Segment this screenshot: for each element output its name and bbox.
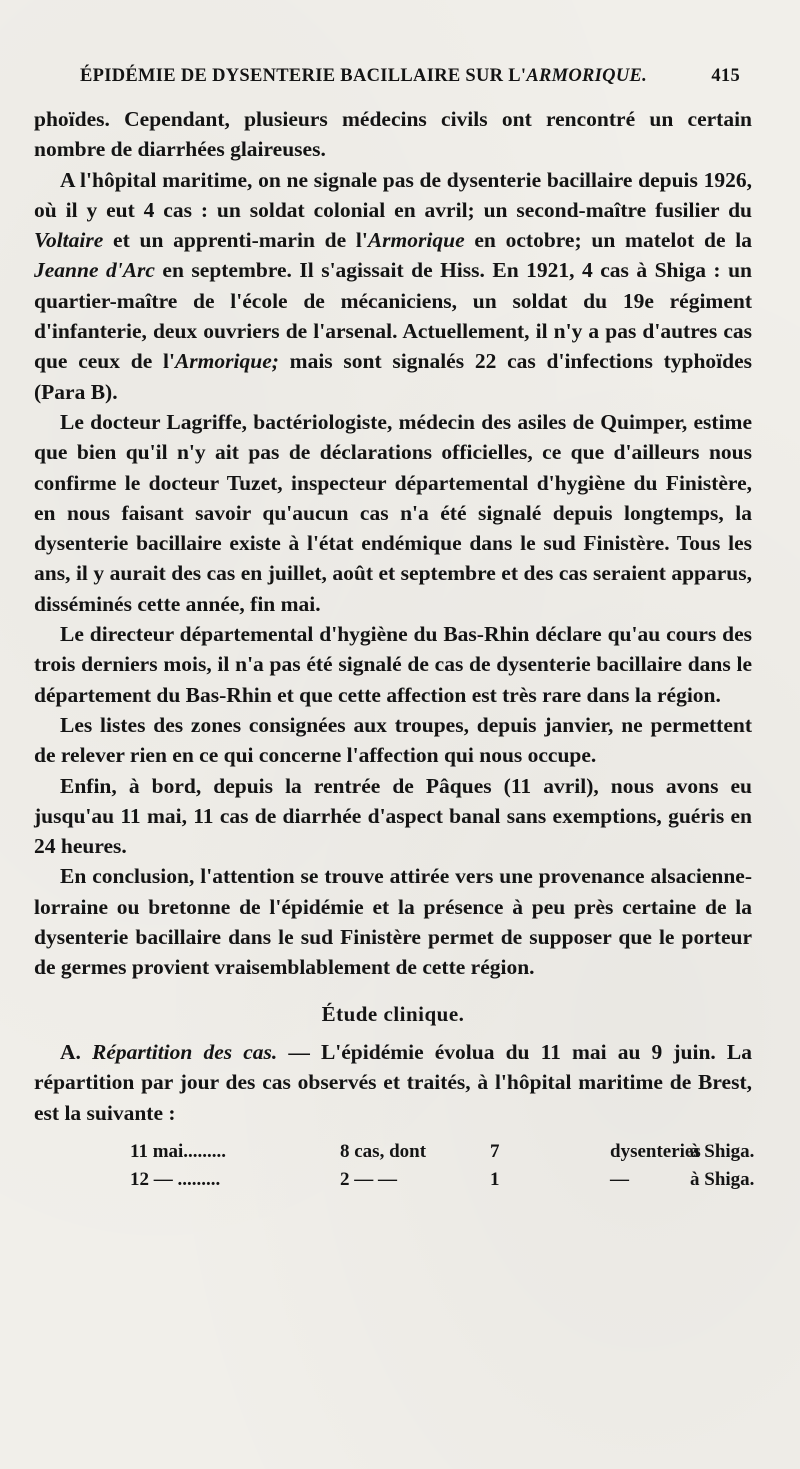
table-row	[34, 1166, 755, 1194]
table-cell-date: 11 mai.........	[130, 1140, 227, 1162]
paragraph-5: Les listes des zones consignées aux troupes, depuis janvier, ne permettent de relever rien en ce qui concerne l'affection qui nous occupe.	[34, 712, 752, 768]
table-cell-cases: 8 cas, dont	[340, 1140, 427, 1162]
running-header	[80, 66, 740, 87]
paragraph-2: A l'hôpital maritime, on ne signale pas de dysenterie bacillaire depuis 1926, où il y eut 4 cas : un soldat colonial en avril; un second-maître fusilier du Voltaire et un apprenti-marin de l'Armorique en octobre; un matelot de la Jeanne d'Arc en septembre. Il s'agissait de Hiss. En 1921, 4 cas à Shiga : un quartier-maître de l'école de mécaniciens, un soldat du 19e régiment d'infanterie, deux ouvriers de l'arsenal. Actuellement, il n'y a pas d'autres cas que ceux de l'Armorique; mais sont signalés 22 cas d'infections typhoïdes (Para B).	[34, 167, 752, 404]
table-cell-type: —	[610, 1168, 629, 1190]
subsection-paragraph: A. Répartition des cas. — L'épidémie évolua du 11 mai au 9 juin. La répartition par jour des cas observés et traités, à l'hôpital maritime de Brest, est la suivante :	[34, 1039, 752, 1125]
table-row	[34, 1138, 755, 1166]
table-cell-agent: à Shiga.	[690, 1140, 755, 1162]
table-cell-count: 7	[490, 1140, 500, 1162]
header-title: ÉPIDÉMIE DE DYSENTERIE BACILLAIRE SUR L'ARMORIQUE.	[80, 66, 648, 86]
main-text	[34, 104, 755, 1194]
table-cell-type: dysenteries	[610, 1140, 701, 1162]
table-cell-count: 1	[490, 1168, 500, 1190]
paragraph-4: Le directeur départemental d'hygiène du Bas-Rhin déclare qu'au cours des trois derniers mois, il n'a pas été signalé de cas de dysenterie bacillaire dans le département du Bas-Rhin et que cette affection est très rare dans la région.	[34, 622, 752, 707]
case-distribution-table	[34, 1138, 755, 1194]
page-number: 415	[711, 66, 740, 86]
paragraph-3: Le docteur Lagriffe, bactériologiste, médecin des asiles de Quimper, estime que bien qu'il n'y ait pas de déclarations officielles, ce que d'ailleurs nous confirme le docteur Tuzet, inspecteur départemental d'hygiène du Finistère, en nous faisant savoir qu'aucun cas n'a été signalé depuis longtemps, la dysenterie bacillaire existe à l'état endémique dans le sud Finistère. Tous les ans, il y aurait des cas en juillet, août et septembre et des cas seraient apparus, disséminés cette année, fin mai.	[34, 409, 752, 616]
section-title: Étude clinique.	[321, 1001, 465, 1026]
table-cell-agent: à Shiga.	[690, 1168, 755, 1190]
paragraph-7: En conclusion, l'attention se trouve attirée vers une provenance alsacienne-lorraine ou bretonne de l'épidémie et la présence à peu près certaine de la dysenterie bacillaire dans le sud Finistère permet de supposer que le porteur de germes provient vraisemblablement de cette région.	[34, 864, 752, 980]
table-cell-date: 12 — .........	[130, 1168, 221, 1190]
paragraph-6: Enfin, à bord, depuis la rentrée de Pâques (11 avril), nous avons eu jusqu'au 11 mai, 11 cas de diarrhée d'aspect banal sans exemptions, guéris en 24 heures.	[34, 773, 752, 859]
paragraph-1: phoïdes. Cependant, plusieurs médecins civils ont rencontré un certain nombre de diarrhées glaireuses.	[34, 107, 752, 162]
table-cell-cases: 2 — —	[340, 1168, 397, 1190]
